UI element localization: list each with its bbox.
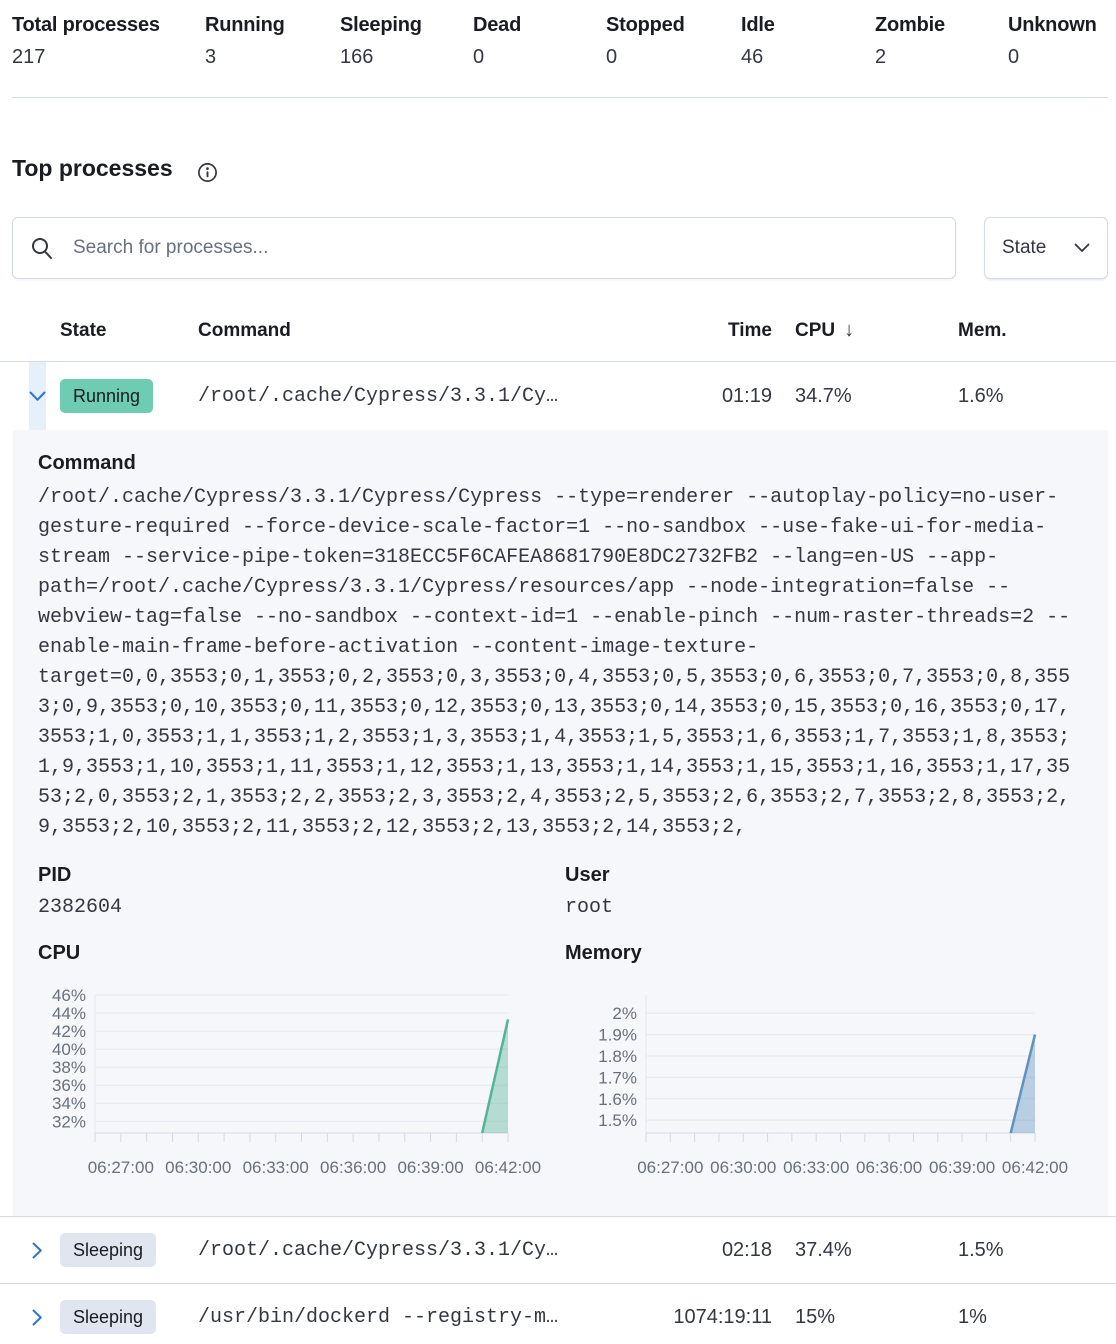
summary-total-processes [12,14,160,69]
state-filter-label: State [1002,237,1047,258]
detail-cpu-label: CPU [38,942,81,964]
summary-value: 2 [875,46,887,68]
process-row-2[interactable] [0,1217,1116,1283]
summary-idle [741,14,775,69]
process-row-1[interactable] [0,362,1116,430]
detail-command-label: Command [38,452,136,474]
svg-text:06:33:00: 06:33:00 [783,1158,850,1177]
svg-text:06:39:00: 06:39:00 [397,1158,464,1177]
summary-label: Dead [473,14,522,36]
state-filter-button[interactable] [984,217,1108,279]
process-time: 02:18 [721,1238,772,1261]
svg-text:2%: 2% [612,1004,637,1024]
svg-text:06:42:00: 06:42:00 [474,1158,542,1177]
process-command: /root/.cache/Cypress/3.3.1/Cy… [198,384,559,408]
table-header-row [0,300,1116,361]
svg-text:06:30:00: 06:30:00 [710,1158,777,1177]
status-badge-sleeping: Sleeping [60,1300,156,1334]
summary-value: 0 [606,46,618,68]
svg-text:36%: 36% [51,1076,86,1096]
svg-text:1.7%: 1.7% [598,1068,637,1088]
cpu-usage-chart [25,985,585,1190]
svg-text:46%: 46% [51,986,86,1005]
summary-value: 0 [1008,46,1020,68]
process-time: 1074:19:11 [673,1305,772,1328]
sort-desc-icon: ↓ [844,319,855,341]
expand-row-button[interactable] [20,1217,54,1283]
cpu-header-label: CPU [795,319,836,341]
summary-label: Stopped [606,14,685,36]
collapse-row-button[interactable] [20,362,54,430]
memory-usage-chart [575,985,1080,1190]
search-input[interactable] [12,217,956,279]
chevron-down-icon [29,391,46,402]
svg-text:32%: 32% [51,1112,86,1132]
summary-unknown [1008,14,1097,69]
summary-label: Total processes [12,14,160,36]
column-header-mem: Mem. [958,319,1007,341]
svg-text:1.5%: 1.5% [598,1111,637,1131]
summary-stopped [606,14,685,69]
process-cpu: 34.7% [795,384,852,407]
svg-text:44%: 44% [51,1004,86,1024]
svg-text:40%: 40% [51,1040,86,1060]
summary-label: Idle [741,14,775,36]
info-icon[interactable] [197,162,218,183]
summary-dead [473,14,521,69]
summary-label: Unknown [1008,14,1097,36]
svg-text:42%: 42% [51,1022,86,1042]
summary-value: 217 [12,46,46,68]
summary-label: Zombie [875,14,945,36]
summary-label: Sleeping [340,14,422,36]
detail-user-label: User [565,864,610,886]
svg-text:06:42:00: 06:42:00 [1001,1158,1069,1177]
svg-text:1.6%: 1.6% [598,1089,637,1109]
process-time: 01:19 [721,384,772,407]
svg-text:06:36:00: 06:36:00 [856,1158,923,1177]
summary-running [205,14,285,69]
chevron-down-icon [1074,243,1090,253]
svg-text:06:27:00: 06:27:00 [87,1158,154,1177]
detail-pid-value: 2382604 [38,896,123,919]
status-badge-sleeping: Sleeping [60,1233,156,1267]
summary-value: 3 [205,46,217,68]
svg-text:38%: 38% [51,1058,86,1078]
chevron-right-icon [32,1309,43,1326]
summary-divider [12,97,1108,98]
chevron-right-icon [32,1242,43,1259]
process-mem: 1.5% [958,1238,1004,1261]
process-cpu: 37.4% [795,1238,852,1261]
summary-zombie [875,14,945,69]
process-command: /usr/bin/dockerd --registry-m… [198,1305,559,1329]
process-cpu: 15% [795,1305,836,1328]
summary-label: Running [205,14,285,36]
summary-value: 166 [340,46,374,68]
svg-text:06:27:00: 06:27:00 [637,1158,704,1177]
column-header-time: Time [727,319,772,341]
page-title: Top processes [12,155,173,181]
detail-pid-label: PID [38,864,72,886]
detail-user-value: root [565,896,614,919]
process-command: /root/.cache/Cypress/3.3.1/Cy… [198,1238,559,1262]
svg-text:1.8%: 1.8% [598,1046,637,1066]
svg-text:1.9%: 1.9% [598,1025,637,1045]
svg-text:34%: 34% [51,1094,86,1114]
expand-row-button[interactable] [20,1284,54,1344]
detail-memory-label: Memory [565,942,642,964]
svg-text:06:30:00: 06:30:00 [165,1158,232,1177]
detail-command-text: /root/.cache/Cypress/3.3.1/Cypress/Cypress --type=renderer --autoplay-policy=no-user-gesture-required --force-device-scale-factor=1 --no-sandbox --use-fake-ui-for-media-stream --service-pipe-token=318ECC5F6CAFEA8681790E8DC2732FB2 --lang=en-US --app-path=/root/.cache/Cypress/3.3.1/Cypress/resources/app --node-integration=false --webview-tag=false --no-sandbox --context-id=1 --enable-pinch --num-raster-threads=2 --enable-main-frame-before-activation --content-image-texture-target=0,0,3553;0,1,3553;0,2,3553;0,3,3553;0,4,3553;0,5,3553;0,6,3553;0,7,3553;0,8,3553;0,9,3553;0,10,3553;0,11,3553;0,12,3553;0,13,3553;0,14,3553;0,15,3553;0,16,3553;0,17,3553;1,0,3553;1,1,3553;1,2,3553;1,3,3553;1,4,3553;1,5,3553;1,6,3553;1,7,3553;1,8,3553;1,9,3553;1,10,3553;1,11,3553;1,12,3553;1,13,3553;1,14,3553;1,15,3553;1,16,3553;1,17,3553;2,0,3553;2,1,3553;2,2,3553;2,3,3553;2,4,3553;2,5,3553;2,6,3553;2,7,3553;2,8,3553;2,9,3553;2,10,3553;2,11,3553;2,12,3553;2,13,3553;2,14,3553;2, [38,486,1071,839]
process-mem: 1.6% [958,384,1004,407]
column-header-cpu[interactable] [795,300,854,361]
summary-sleeping [340,14,422,69]
summary-value: 0 [473,46,485,68]
column-header-state: State [60,319,107,341]
column-header-command: Command [198,319,291,341]
summary-value: 46 [741,46,764,68]
status-badge-running: Running [60,379,153,413]
process-row-3[interactable] [0,1284,1116,1344]
svg-text:06:33:00: 06:33:00 [242,1158,309,1177]
process-mem: 1% [958,1305,987,1328]
svg-text:06:36:00: 06:36:00 [320,1158,387,1177]
svg-text:06:39:00: 06:39:00 [928,1158,996,1177]
